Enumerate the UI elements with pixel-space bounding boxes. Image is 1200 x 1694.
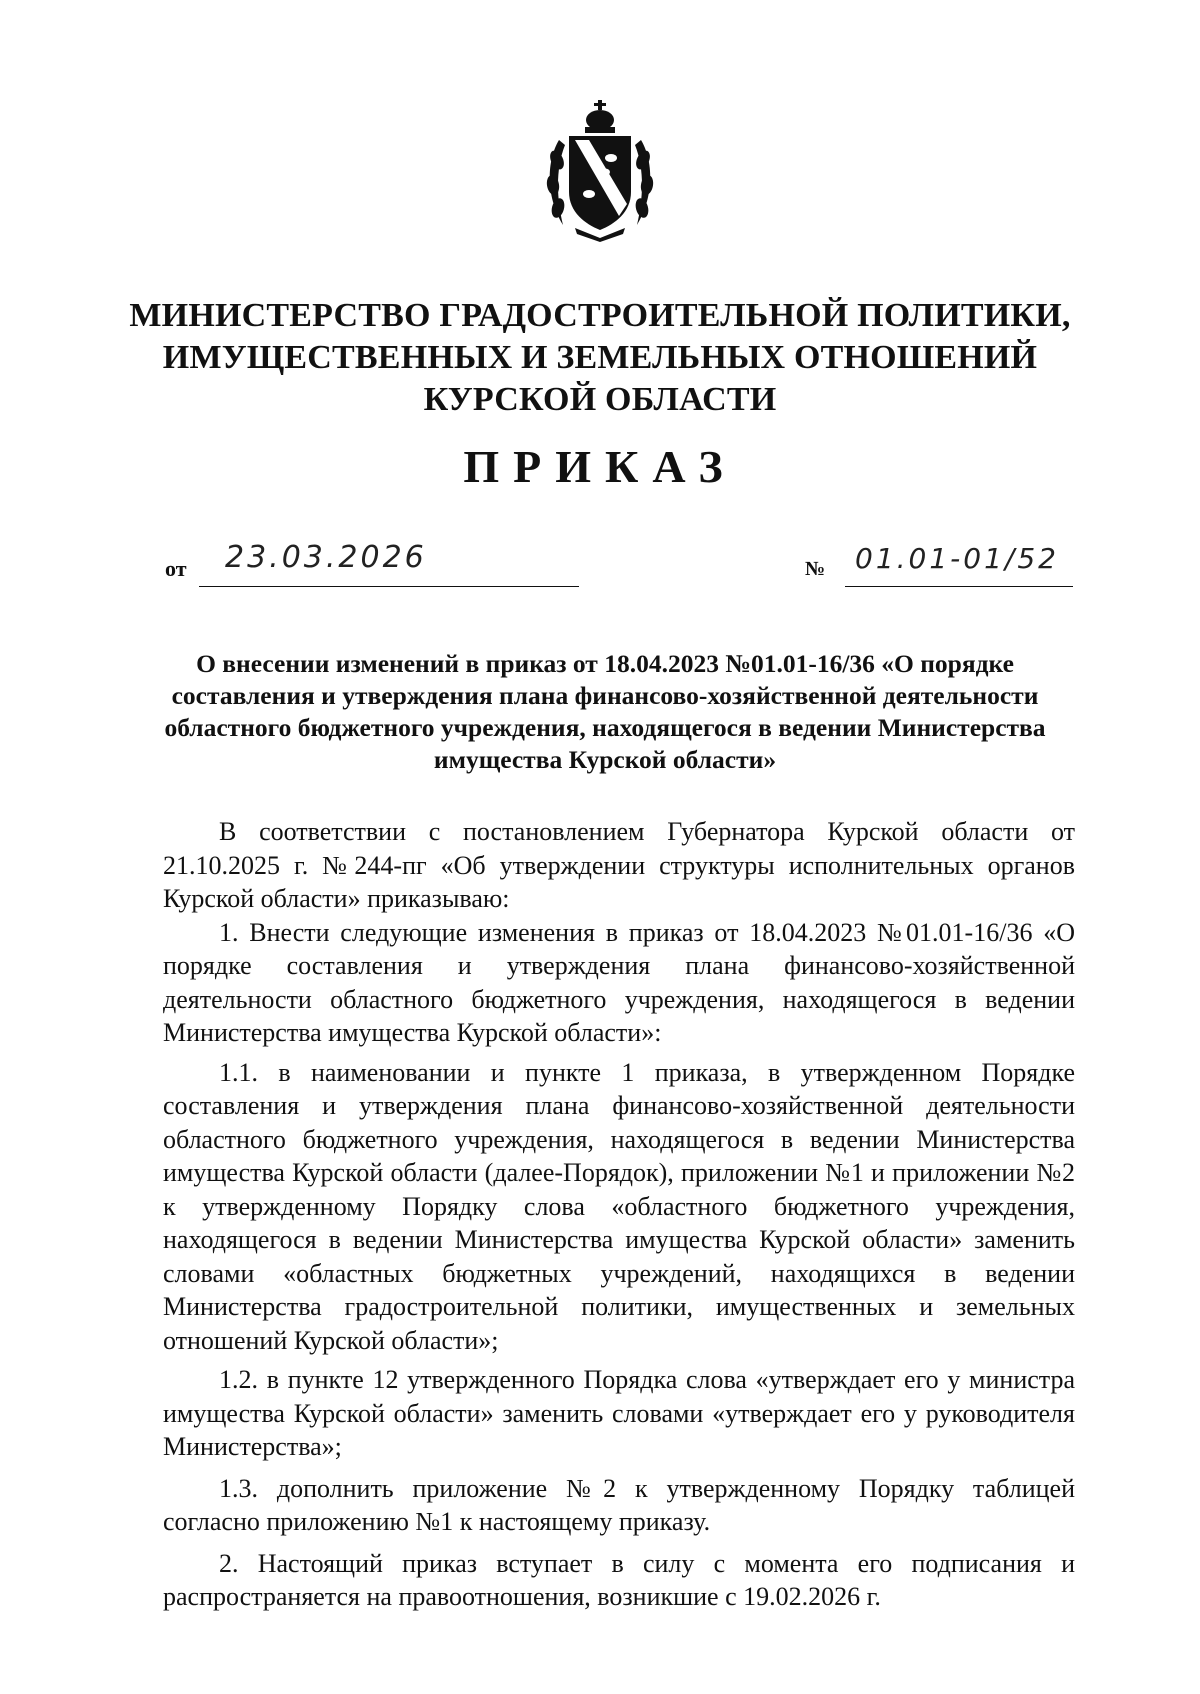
item-1-2: 1.2. в пункте 12 утвержденного Порядка слова «утверждает его у министра имущества Курской области» заменить словами «утверждает его у руководителя Министерства»; (163, 1365, 1075, 1461)
item-1-1: 1.1. в наименовании и пункте 1 приказа, в утвержденном Порядке составления и утверждения плана финансово-хозяйственной деятельности областного бюджетного учреждения, находящегося в ведении Министерства имущества Курской области (далее-Порядок), приложении №1 и приложении №2 к утвержденному Порядку слова «областного бюджетного учреждения, находящегося в ведении Министерства имущества Курской области» заменить словами «областных бюджетных учреждений, находящихся в ведении Министерства градостроительной политики, имущественных и земельных отношений Курской области»; (163, 1057, 1075, 1355)
ministry-line: ИМУЩЕСТВЕННЫХ И ЗЕМЕЛЬНЫХ ОТНОШЕНИЙ (162, 339, 1038, 376)
order-subject: О внесении изменений в приказ от 18.04.2023 №01.01-16/36 «О порядке составления и утверждения плана финансово-хозяйственной деятельности областного бюджетного учреждения, находящегося в ведении Министерства имущества Курской области» (164, 649, 1046, 774)
number-underline (845, 586, 1073, 587)
handwritten-number: 01.01-01/52 (855, 542, 1059, 575)
date-label: от (165, 556, 187, 581)
handwritten-date: 23.03.2026 (225, 540, 427, 575)
date-underline (199, 586, 579, 587)
ministry-title (100, 295, 1100, 421)
number-label: № (805, 558, 826, 580)
item-1-3: 1.3. дополнить приложение №2 к утвержденному Порядку таблицей согласно приложению №1 к настоящему приказу. (163, 1473, 1075, 1536)
date-number-row (165, 540, 1075, 590)
document-type-title: ПРИКАЗ (463, 441, 737, 492)
ministry-line: КУРСКОЙ ОБЛАСТИ (423, 381, 777, 418)
kursk-coat-of-arms-icon (545, 100, 655, 242)
item-1: 1. Внести следующие изменения в приказ от 18.04.2023 №01.01-16/36 «О порядке составления и утверждения плана финансово-хозяйственной деятельности областного бюджетного учреждения, находящегося в ведении Министерства имущества Курской области»: (163, 917, 1075, 1047)
order-body (163, 815, 1075, 1614)
ministry-line: МИНИСТЕРСТВО ГРАДОСТРОИТЕЛЬНОЙ ПОЛИТИКИ, (129, 297, 1071, 334)
item-2: 2. Настоящий приказ вступает в силу с момента его подписания и распространяется на правоотношения, возникшие с 19.02.2026 г. (163, 1548, 1075, 1611)
intro-paragraph: В соответствии с постановлением Губернатора Курской области от 21.10.2025 г. №244-пг «Об утверждении структуры исполнительных органов Курской области» приказываю: (163, 817, 1075, 913)
